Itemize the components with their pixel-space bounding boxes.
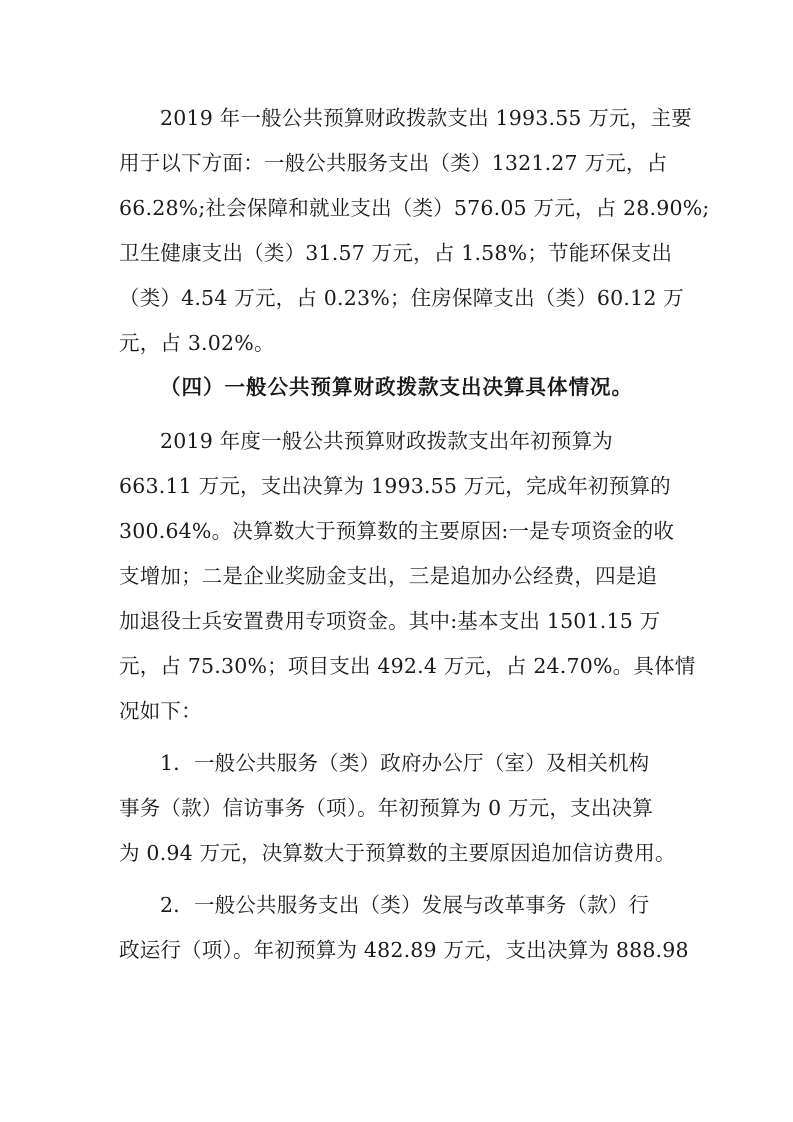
paragraph-line: 元，占 75.30%；项目支出 492.4 万元，占 24.70%。具体情: [119, 654, 696, 678]
paragraph-line: 支增加；二是企业奖励金支出，三是追加办公经费，四是追: [119, 564, 658, 588]
paragraph-line: 663.11 万元，支出决算为 1993.55 万元，完成年初预算的: [119, 474, 671, 498]
paragraph-line: 66.28%;社会保障和就业支出（类）576.05 万元，占 28.90%;: [119, 196, 710, 220]
list-item-line: 为 0.94 万元，决算数大于预算数的主要原因追加信访费用。: [119, 841, 676, 865]
paragraph-line: 况如下：: [119, 699, 202, 723]
paragraph-line: 元，占 3.02%。: [119, 331, 275, 355]
list-item-line: 事务（款）信访事务（项）。年初预算为 0 万元，支出决算: [119, 796, 653, 820]
paragraph-line: 2019 年度一般公共预算财政拨款支出年初预算为: [160, 429, 613, 453]
list-item-line: 政运行（项）。年初预算为 482.89 万元，支出决算为 888.98: [119, 938, 689, 962]
paragraph-line: （类）4.54 万元，占 0.23%；住房保障支出（类）60.12 万: [119, 286, 685, 310]
paragraph-line: 300.64%。决算数大于预算数的主要原因:一是专项资金的收: [119, 519, 675, 543]
paragraph-line: 用于以下方面：一般公共服务支出（类）1321.27 万元，占: [119, 151, 668, 175]
section-heading: （四）一般公共预算财政拨款支出决算具体情况。: [160, 375, 633, 399]
paragraph-line: 2019 年一般公共预算财政拨款支出 1993.55 万元，主要: [160, 106, 692, 130]
list-item-line: 1．一般公共服务（类）政府办公厅（室）及相关机构: [160, 751, 650, 775]
paragraph-line: 加退役士兵安置费用专项资金。其中:基本支出 1501.15 万: [119, 609, 661, 633]
list-item-line: 2．一般公共服务支出（类）发展与改革事务（款）行: [160, 893, 650, 917]
paragraph-line: 卫生健康支出（类）31.57 万元，占 1.58%；节能环保支出: [119, 241, 673, 265]
